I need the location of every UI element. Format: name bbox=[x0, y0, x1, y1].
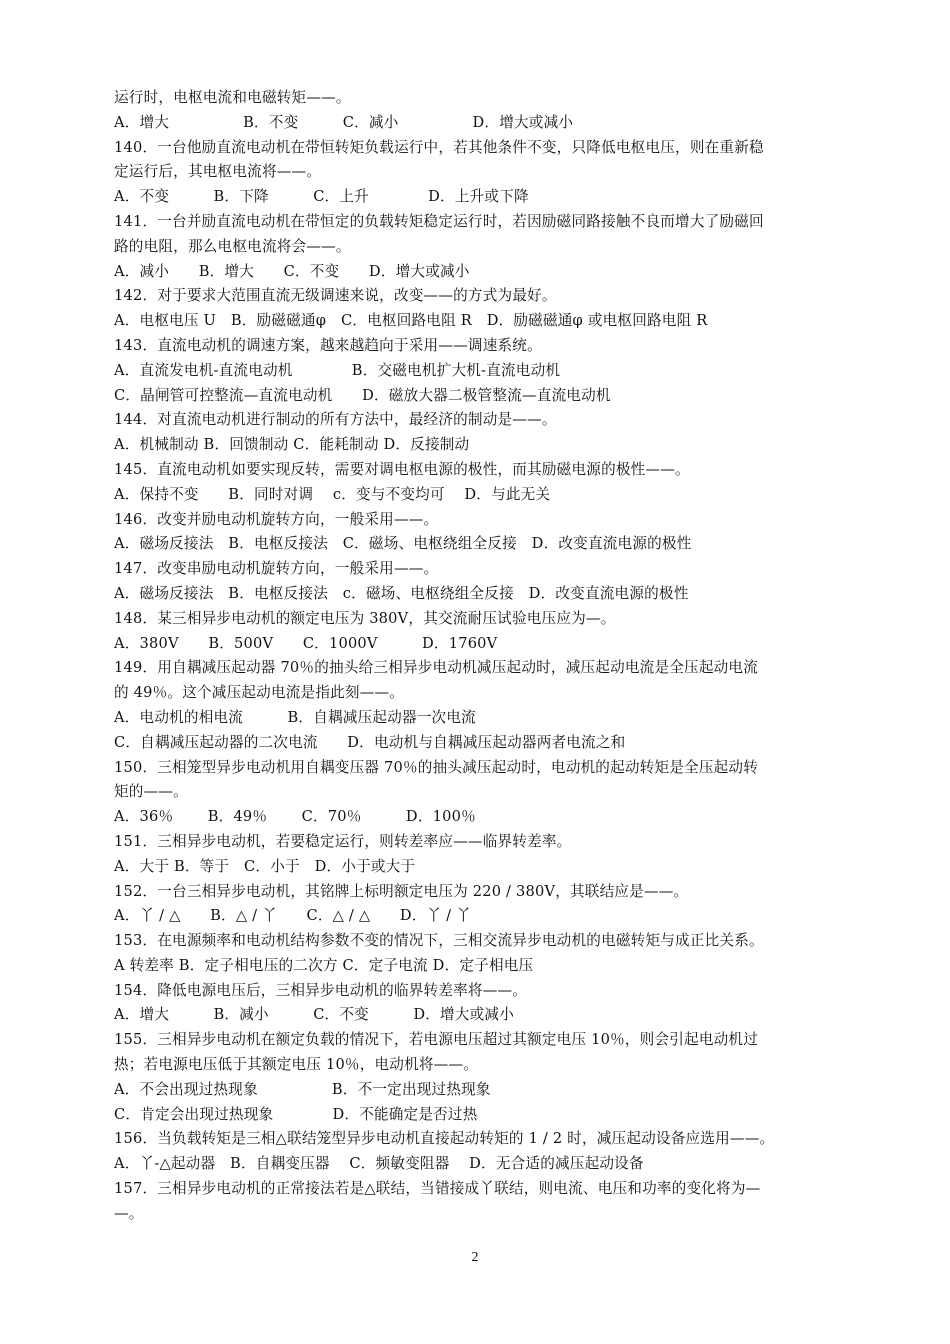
text-line: 150．三相笼型异步电动机用自耦变压器 70％的抽头减压起动时，电动机的起动转矩是全压起动转 bbox=[114, 758, 759, 776]
text-line: A．保持不变 B．同时对调 c．变与不变均可 D．与此无关 bbox=[114, 485, 551, 503]
text-line: A．大于 B．等于 C．小于 D．小于或大于 bbox=[114, 857, 416, 875]
text-line: A．丫 / △ B．△ / 丫 C．△ / △ D．丫 / 丫 bbox=[114, 907, 471, 925]
text-line: A．不变 B．下降 C．上升 D．上升或下降 bbox=[114, 188, 529, 206]
text-line: 155．三相异步电动机在额定负载的情况下，若电源电压超过其额定电压 10％，则会引起电动机过 bbox=[114, 1031, 759, 1049]
text-line: 的 49％。这个减压起动电流是指此刻——。 bbox=[114, 684, 405, 702]
text-line: C．晶闸管可控整流—直流电动机 D．磁放大器二极管整流—直流电动机 bbox=[114, 386, 611, 404]
text-line: 142．对于要求大范围直流无级调速来说，改变——的方式为最好。 bbox=[114, 287, 557, 305]
text-line: A．减小 B．增大 C．不变 D．增大或减小 bbox=[114, 262, 470, 280]
text-line: 热；若电源电压低于其额定电压 10％，电动机将——。 bbox=[114, 1056, 479, 1074]
text-line: 143．直流电动机的调速方案，越来越趋向于采用——调速系统。 bbox=[114, 336, 542, 354]
text-line: 153．在电源频率和电动机结构参数不变的情况下，三相交流异步电动机的电磁转矩与成正比关系。 bbox=[114, 932, 764, 950]
text-line: C．自耦减压起动器的二次电流 D．电动机与自耦减压起动器两者电流之和 bbox=[114, 733, 626, 751]
text-line: 146．改变并励电动机旋转方向，一般采用——。 bbox=[114, 510, 439, 528]
text-line: —。 bbox=[114, 1204, 144, 1222]
page-number: 2 bbox=[471, 1250, 479, 1265]
text-line: A．不会出现过热现象 B．不一定出现过热现象 bbox=[114, 1080, 491, 1098]
text-line: 矩的——。 bbox=[114, 783, 188, 801]
text-line: 140．一台他励直流电动机在带恒转矩负载运行中，若其他条件不变，只降低电枢电压，则在重新稳 bbox=[114, 138, 764, 156]
text-line: A．380V B．500V C．1000V D．1760V bbox=[114, 634, 498, 652]
text-line: 147．改变串励电动机旋转方向，一般采用——。 bbox=[114, 560, 439, 578]
text-line: A 转差率 B．定子相电压的二次方 C．定子电流 D．定子相电压 bbox=[114, 956, 534, 974]
text-line: 144．对直流电动机进行制动的所有方法中，最经济的制动是——。 bbox=[114, 411, 557, 429]
text-line: C．肯定会出现过热现象 D．不能确定是否过热 bbox=[114, 1105, 478, 1123]
text-line: 运行时，电枢电流和电磁转矩——。 bbox=[114, 89, 351, 106]
text-line: A．磁场反接法 B．电枢反接法 C．磁场、电枢绕组全反接 D．改变直流电源的极性 bbox=[114, 535, 692, 553]
text-line: 路的电阻，那么电枢电流将会——。 bbox=[114, 237, 351, 255]
text-line: 152．一台三相异步电动机，其铭牌上标明额定电压为 220 / 380V，其联结应是——。 bbox=[114, 882, 689, 900]
text-line: A．增大 B．减小 C．不变 D．增大或减小 bbox=[114, 1006, 514, 1024]
text-line: 157．三相异步电动机的正常接法若是△联结，当错接成丫联结，则电流、电压和功率的变化将为— bbox=[114, 1180, 761, 1198]
question-text-body bbox=[114, 86, 844, 1227]
text-line: 154．降低电源电压后，三相异步电动机的临界转差率将——。 bbox=[114, 981, 528, 999]
text-line: 156．当负载转矩是三相△联结笼型异步电动机直接起动转矩的 1 / 2 时，减压起动设备应选用——。 bbox=[114, 1130, 775, 1148]
text-line: A．36％ B．49％ C．70％ D．100％ bbox=[114, 808, 476, 826]
text-line: A．电枢电压 U B．励磁磁通φ C．电枢回路电阻 R D．励磁磁通φ 或电枢回路电阻 R bbox=[114, 312, 708, 330]
text-line: 141．一台并励直流电动机在带恒定的负载转矩稳定运行时，若因励磁同路接触不良而增大了励磁回 bbox=[114, 212, 764, 230]
text-line: 定运行后，其电枢电流将——。 bbox=[114, 163, 322, 181]
text-line: A．直流发电机-直流电动机 B．交磁电机扩大机-直流电动机 bbox=[114, 361, 561, 379]
text-line: 151．三相异步电动机，若要稳定运行，则转差率应——临界转差率。 bbox=[114, 832, 572, 850]
text-line: 149．用自耦减压起动器 70％的抽头给三相异步电动机减压起动时，减压起动电流是全压起动电流 bbox=[114, 659, 759, 677]
text-line: A．磁场反接法 B．电枢反接法 c．磁场、电枢绕组全反接 D．改变直流电源的极性 bbox=[114, 584, 689, 602]
text-line: 145．直流电动机如要实现反转，需要对调电枢电源的极性，而其励磁电源的极性——。 bbox=[114, 460, 690, 478]
text-line: A．机械制动 B．回馈制动 C．能耗制动 D．反接制动 bbox=[114, 436, 470, 454]
text-line: A．增大 B．不变 C．减小 D．增大或减小 bbox=[114, 113, 574, 131]
text-line: A．电动机的相电流 B．自耦减压起动器一次电流 bbox=[114, 708, 476, 726]
text-line: 148．某三相异步电动机的额定电压为 380V，其交流耐压试验电压应为—。 bbox=[114, 609, 616, 627]
text-line: A．丫-△起动器 B．自耦变压器 C．频敏变阻器 D．无合适的减压起动设备 bbox=[114, 1155, 644, 1173]
